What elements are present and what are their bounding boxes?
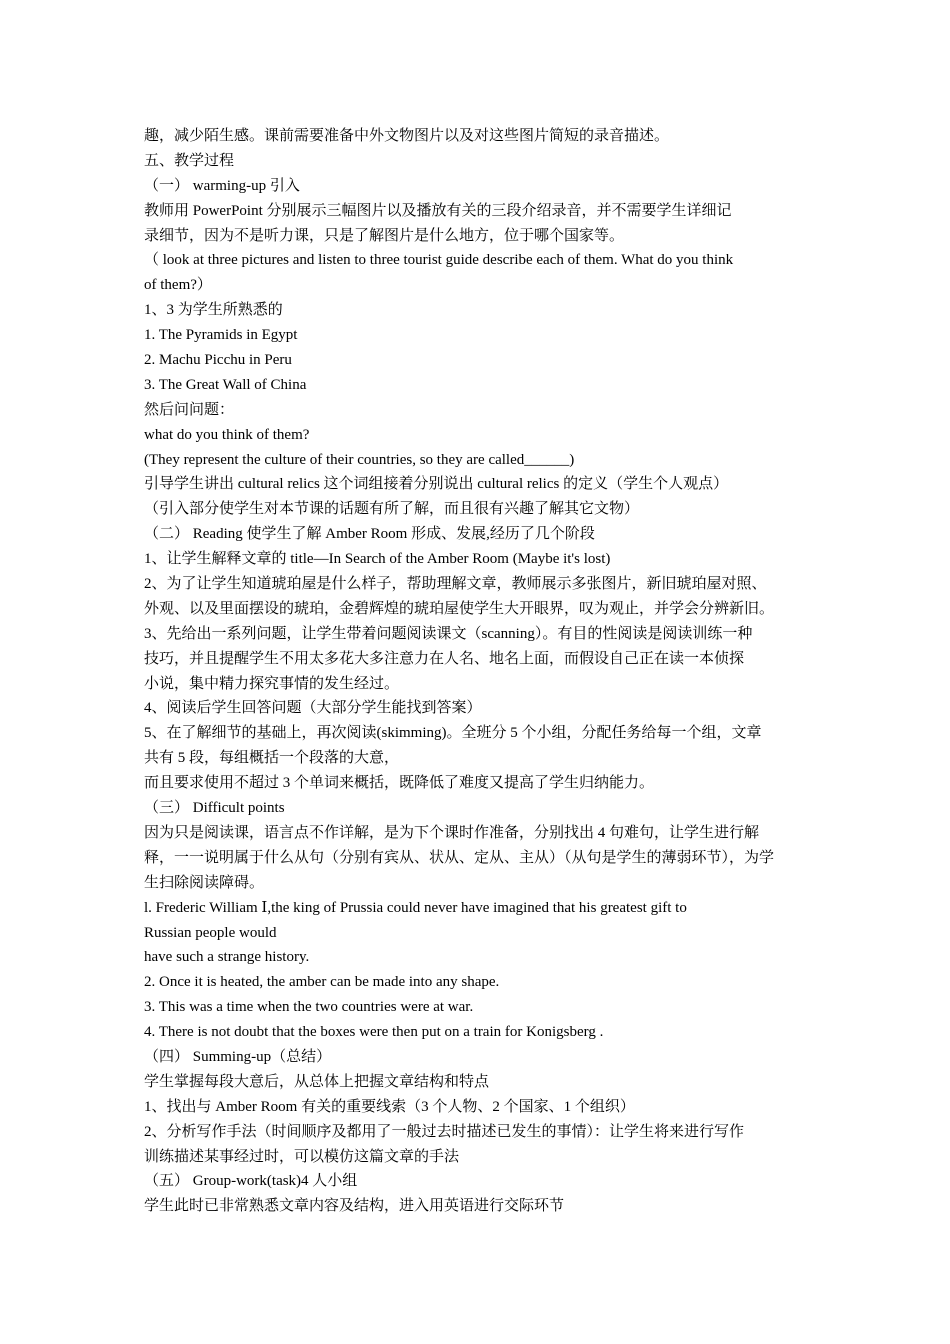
text-line: 训练描述某事经过时，可以模仿这篇文章的手法 [144,1148,460,1165]
list-item: 4. There is not doubt that the boxes were then put on a train for Konigsberg . [144,1024,604,1041]
subsection-heading: （四） Summing-up（总结） [144,1048,332,1065]
text-line: （引入部分使学生对本节课的话题有所了解，而且很有兴趣了解其它文物） [144,501,640,518]
text-line: 释，一一说明属于什么从句（分别有宾从、状从、定从、主从）（从句是学生的薄弱环节），为学 [144,849,775,866]
list-item: 4、阅读后学生回答问题（大部分学生能找到答案） [144,700,482,717]
list-item: 1、找出与 Amber Room 有关的重要线索（3 个人物、2 个国家、1 个组织） [144,1098,635,1115]
text-line: (They represent the culture of their countries, so they are called______) [144,451,575,468]
text-line: 共有 5 段，每组概括一个段落的大意， [144,750,400,767]
text-line: 教师用 PowerPoint 分别展示三幅图片以及播放有关的三段介绍录音，并不需要学生详细记 [144,202,732,219]
text-line: 而且要求使用不超过 3 个单词来概括，既降低了难度又提高了学生归纳能力。 [144,775,655,792]
text-line: 生扫除阅读障碍。 [144,874,265,891]
text-line: 学生掌握每段大意后，从总体上把握文章结构和特点 [144,1073,490,1090]
text-line: 学生此时已非常熟悉文章内容及结构，进入用英语进行交际环节 [144,1198,565,1215]
text-line: 趣，减少陌生感。课前需要准备中外文物图片以及对这些图片简短的录音描述。 [144,128,670,144]
list-item: 3. This was a time when the two countries were at war. [144,999,474,1016]
list-item: 2、为了让学生知道琥珀屋是什么样子，帮助理解文章，教师展示多张图片，新旧琥珀屋对照、 [144,576,767,593]
text-line: 录细节，因为不是听力课，只是了解图片是什么地方，位于哪个国家等。 [144,227,625,244]
list-item: 2. Once it is heated, the amber can be made into any shape. [144,974,500,991]
section-heading: 五、教学过程 [144,152,235,169]
list-item: 2、分析写作手法（时间顺序及都用了一般过去时描述已发生的事情）：让学生将来进行写作 [144,1123,745,1140]
list-item: 1. The Pyramids in Egypt [144,327,298,344]
text-line: of them?） [144,277,212,294]
text-line: 1、3 为学生所熟悉的 [144,302,283,319]
text-line: have such a strange history. [144,949,310,966]
text-line: 小说，集中精力探究事情的发生经过。 [144,675,400,692]
text-line: Russian people would [144,924,277,941]
list-item: l. Frederic William Ⅰ,the king of Prussia could never have imagined that his greatest gift to [144,899,687,916]
list-item: 3. The Great Wall of China [144,376,307,393]
subsection-heading: （二） Reading 使学生了解 Amber Room 形成、发展,经历了几个阶段 [144,526,595,543]
list-item: 3、先给出一系列问题，让学生带着问题阅读课文（scanning）。有目的性阅读是阅读训练一种 [144,625,753,642]
list-item: 5、在了解细节的基础上，再次阅读(skimming)。全班分 5 个小组，分配任务给每一个组，文章 [144,725,762,742]
subsection-heading: （三） Difficult points [144,800,285,817]
text-line: 引导学生讲出 cultural relics 这个词组接着分别说出 cultural relics 的定义（学生个人观点） [144,476,729,493]
text-line: what do you think of them? [144,426,310,443]
subsection-heading: （一） warming-up 引入 [144,177,300,194]
subsection-heading: （五） Group-work(task)4 人小组 [144,1173,358,1190]
text-line: 然后问问题： [144,401,235,418]
text-line: 外观、以及里面摆设的琥珀，金碧辉煌的琥珀屋使学生大开眼界，叹为观止，并学会分辨新旧。 [144,600,775,617]
list-item: 2. Machu Picchu in Peru [144,352,292,369]
text-line: （ look at three pictures and listen to three tourist guide describe each of them. What do you think [144,252,734,269]
document-page [144,124,824,1219]
text-line: 技巧，并且提醒学生不用太多花大多注意力在人名、地名上面，而假设自己正在读一本侦探 [144,650,745,667]
list-item: 1、让学生解释文章的 title—In Search of the Amber Room (Maybe it's lost) [144,551,611,568]
text-line: 因为只是阅读课，语言点不作详解，是为下个课时作准备，分别找出 4 句难句，让学生进行解 [144,824,760,841]
